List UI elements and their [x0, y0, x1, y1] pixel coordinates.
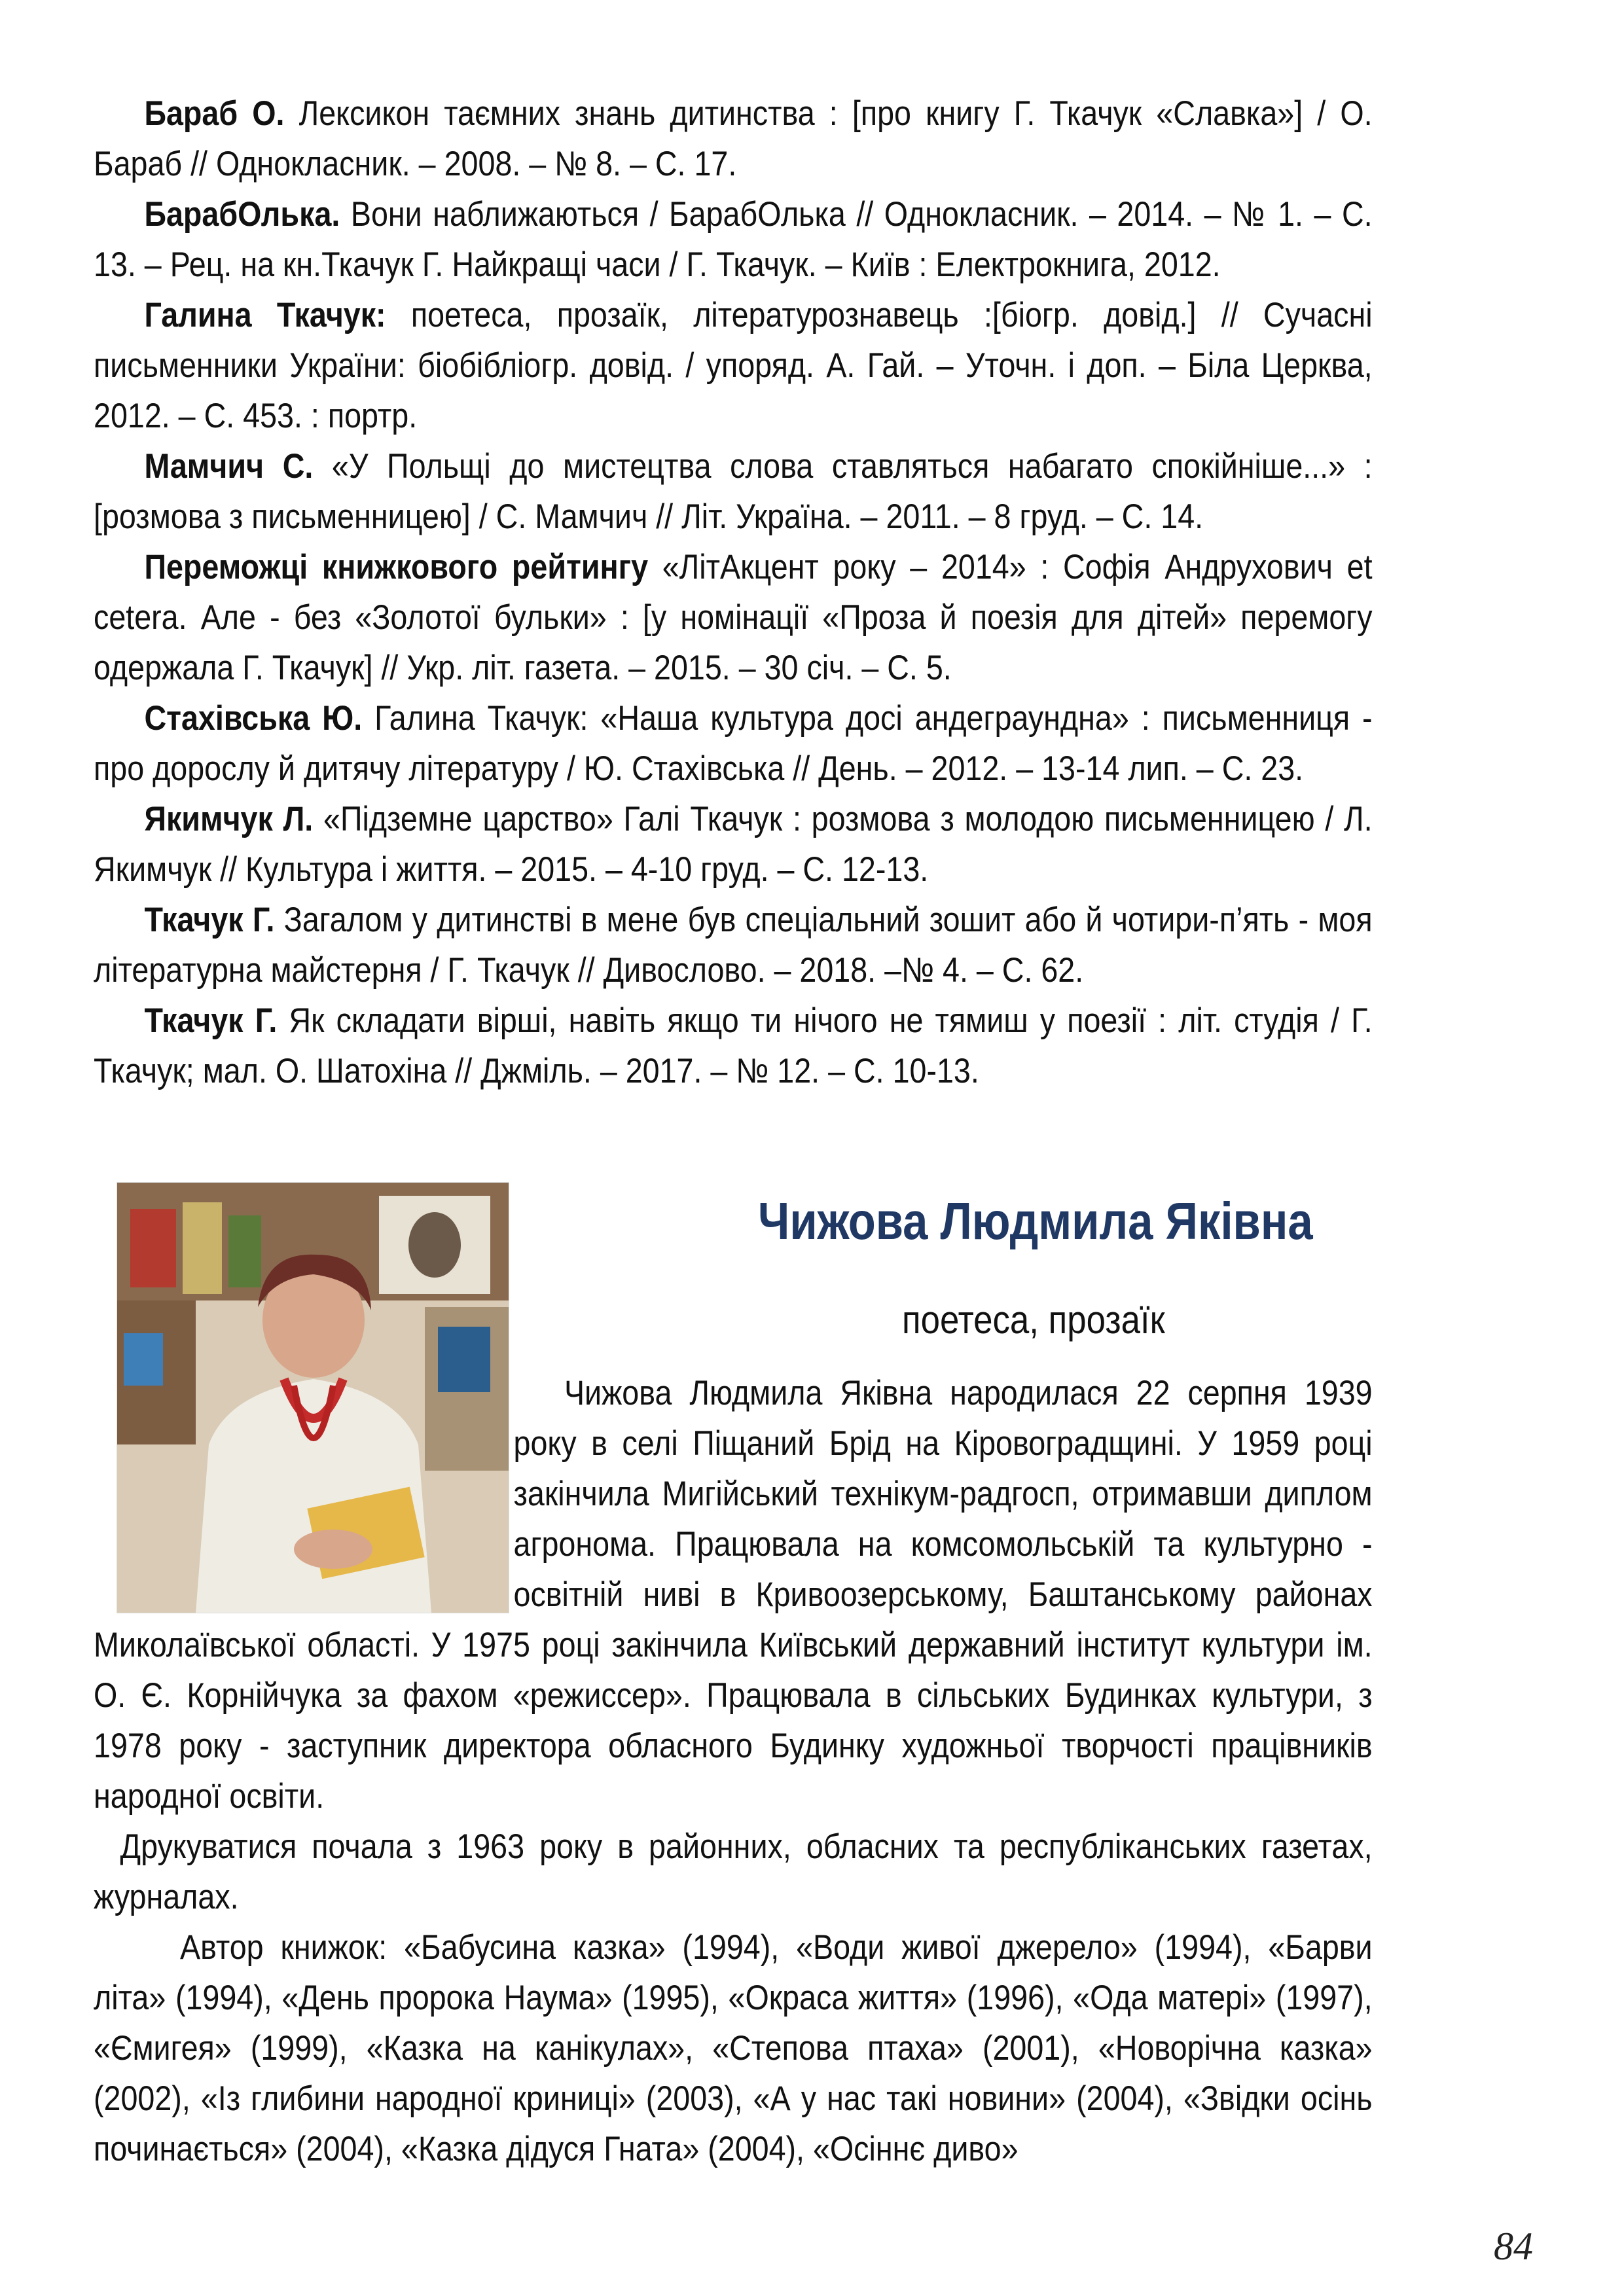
entry-text: «Підземне царство» Галі Ткачук : розмова з молодою письменницею / Л. Якимчук // Культура і життя. – 2015. – 4-10 груд. – С. 12-13.: [94, 800, 1373, 889]
section-subtitle: поетеса, прозаїк: [902, 1298, 1165, 1342]
entry-author: Ткачук Г.: [144, 901, 275, 939]
bibliography-entry: [94, 794, 1373, 895]
entry-author: Переможці книжкового рейтингу: [144, 548, 649, 586]
bibliography-entry: [94, 895, 1373, 996]
entry-author: Галина Ткачук:: [144, 296, 386, 334]
section-title: Чижова Людмила Яківна: [758, 1192, 1313, 1250]
entry-author: Ткачук Г.: [144, 1001, 278, 1040]
page-number: 84: [1494, 2225, 1533, 2268]
bibliography-entry: [94, 189, 1373, 290]
entry-text: Вони наближаються / БарабОлька // Однокласник. – 2014. – № 1. – С. 13. – Рец. на кн.Ткачук Г. Найкращі часи / Г. Ткачук. – Київ : Електрокнига, 2012.: [94, 195, 1373, 284]
bibliography-list: [94, 88, 1373, 1096]
entry-text: Лексикон таємних знань дитинства : [про книгу Г. Ткачук «Славка»] / О. Бараб // Однокласник. – 2008. – № 8. – С. 17.: [94, 94, 1373, 183]
entry-text: «ЛітАкцент року – 2014» : Софія Андрухович et cetera. Але - без «Золотої бульки» : [у номінації «Проза й поезія для дітей» перемогу одержала Г. Ткачук] // Укр. літ. газета. – 2015. – 30 січ. – С. 5.: [94, 548, 1373, 687]
bibliography-entry: [94, 996, 1373, 1096]
bibliography-entry: [94, 542, 1373, 693]
entry-author: Стахівська Ю.: [144, 699, 363, 738]
bio-paragraph: Чижова Людмила Яківна народилася 22 серпня 1939 року в селі Піщаний Брід на Кіровоградщині. У 1959 році закінчила Мигійський технікум-радгосп, отримавши диплом агронома. Працювала на комсомольській та культурно - освітній ниві в Кривоозерському, Баштанському районах Миколаївської області. У 1975 році закінчила Київський державний інститут культури ім. О. Є. Корнійчука за фахом «режиссер». Працювала в сільських Будинках культури, з 1978 року - заступник директора обласного Будинку художньої творчості працівників народної освіти.: [94, 1374, 1373, 1816]
entry-author: Мамчич С.: [144, 447, 314, 486]
bio-paragraph: Автор книжок: «Бабусина казка» (1994), «Води живої джерело» (1994), «Барви літа» (1994), «День пророка Наума» (1995), «Окраса життя» (1996), «Ода матері» (1997), «Ємигея» (1999), «Казка на канікулах», «Степова птаха» (2001), «Новорічна казка» (2002), «Із глибини народної криниці» (2003), «А у нас такі новини» (2004), «Звідки осінь починається» (2004), «Казка дідуся Гната» (2004), «Осіннє диво»: [94, 1928, 1373, 2168]
entry-text: «У Польщі до мистецтва слова ставляться набагато спокійніше...» : [розмова з письменницею] / С. Мамчич // Літ. Україна. – 2011. – 8 груд. – С. 14.: [94, 447, 1373, 536]
bibliography-entry: [94, 88, 1373, 189]
bibliography-entry: [94, 693, 1373, 794]
entry-text: Як складати вірші, навіть якщо ти нічого не тямиш у поезії : літ. студія / Г. Ткачук; мал. О. Шатохіна // Джміль. – 2017. – № 12. – С. 10-13.: [94, 1001, 1373, 1090]
entry-author: Бараб О.: [144, 94, 285, 133]
bibliography-entry: [94, 290, 1373, 441]
bio-paragraph: Друкуватися почала з 1963 року в районних, обласних та республіканських газетах, журналах.: [94, 1827, 1373, 1916]
entry-text: поетеса, прозаїк, літературознавець :[біогр. довід.] // Сучасні письменники України: біобібліогр. довід. / упоряд. А. Гай. – Уточн. і доп. – Біла Церква, 2012. – С. 453. : портр.: [94, 296, 1373, 435]
entry-author: БарабОлька.: [144, 195, 340, 234]
entry-text: Загалом у дитинстві в мене був спеціальний зошит або й чотири-п’ять - моя літературна майстерня / Г. Ткачук // Дивослово. – 2018. –№ 4. – С. 62.: [94, 901, 1373, 990]
biography: [94, 1368, 1373, 2174]
entry-text: Галина Ткачук: «Наша культура досі андеграундна» : письменниця - про дорослу й дитячу літературу / Ю. Стахівська // День. – 2012. – 13-14 лип. – С. 23.: [94, 699, 1373, 788]
bibliography-entry: [94, 441, 1373, 542]
entry-author: Якимчук Л.: [144, 800, 314, 838]
